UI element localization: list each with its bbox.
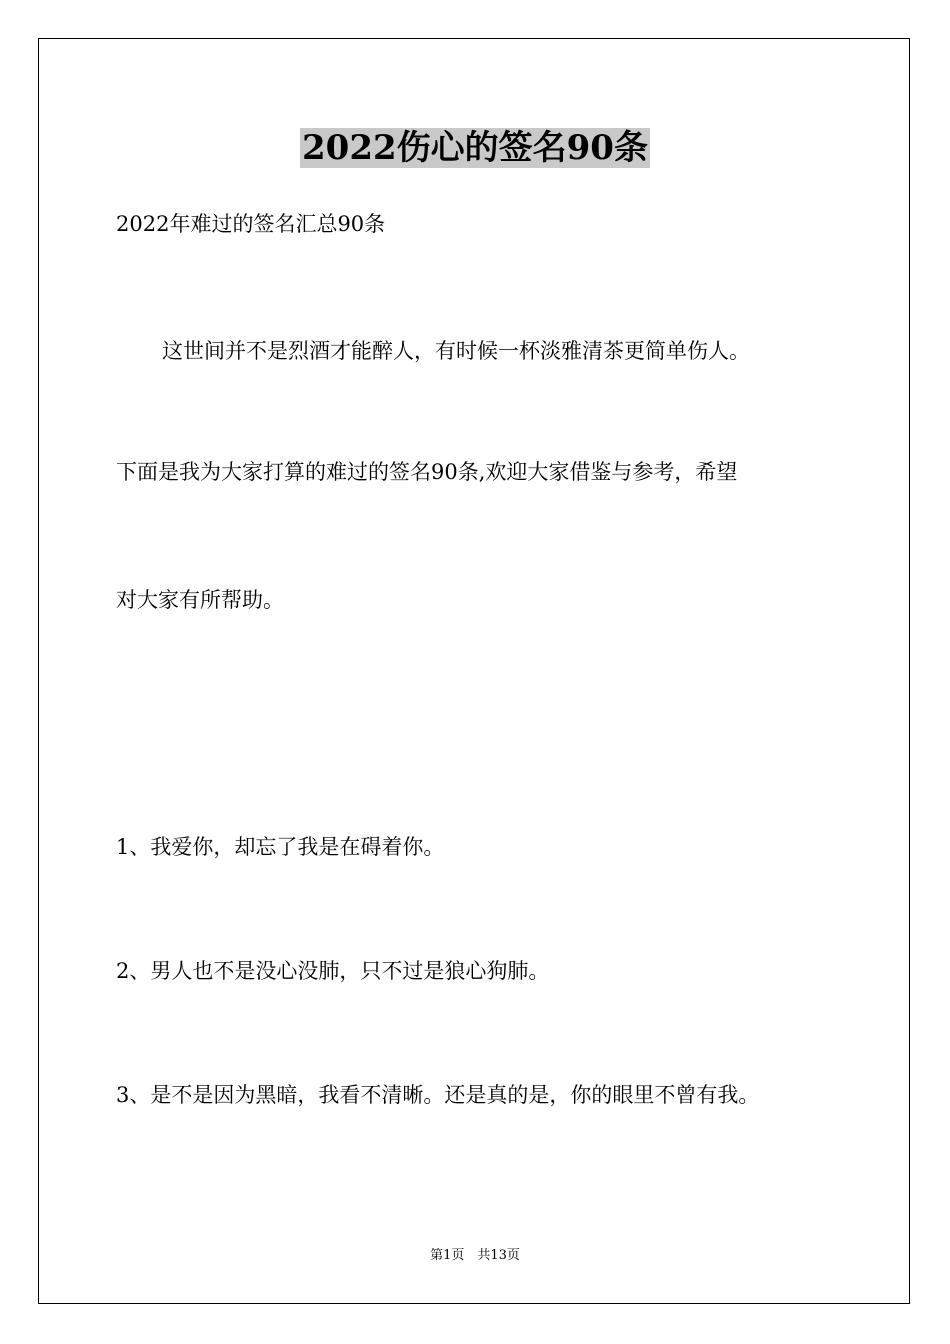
intro-paragraph-line-1: 这世间并不是烈酒才能醉人，有时候一杯淡雅清茶更简单伤人。 xyxy=(162,339,750,363)
document-title-text: 2022伤心的签名90条 xyxy=(302,128,648,168)
document-subtitle: 2022年难过的签名汇总90条 xyxy=(116,212,386,236)
document-title xyxy=(0,124,950,172)
list-item: 2、男人也不是没心没肺，只不过是狼心狗肺。 xyxy=(116,959,550,983)
intro-paragraph-line-2: 下面是我为大家打算的难过的签名90条,欢迎大家借鉴与参考，希望 xyxy=(116,460,738,484)
list-item: 3、是不是因为黑暗，我看不清晰。还是真的是，你的眼里不曾有我。 xyxy=(116,1083,760,1107)
list-item: 1、我爱你，却忘了我是在碍着你。 xyxy=(116,835,445,859)
page-footer: 第1页 共13页 xyxy=(430,1248,520,1263)
intro-paragraph-line-3: 对大家有所帮助。 xyxy=(116,588,284,612)
